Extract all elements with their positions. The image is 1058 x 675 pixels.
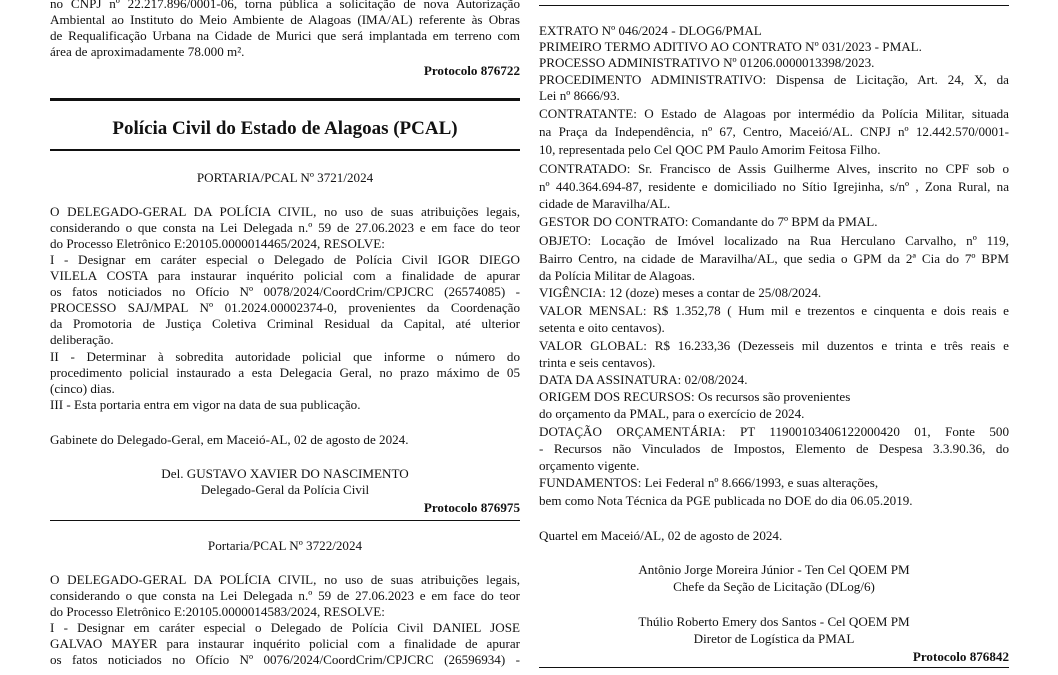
text-line: considerando o que consta na Lei Delegada n.º 59 de 27.06.2023 e em face do teor (50, 220, 520, 235)
text-line: no CNPJ nº 22.217.896/0001-06, torna pública a solicitação de nova Autorização (50, 0, 520, 11)
text-line: FUNDAMENTOS: Lei Federal nº 8.666/1993, e suas alterações, (539, 475, 879, 490)
text-line: II - Determinar à sobredita autoridade policial que informe o número do (50, 349, 520, 364)
place-date: Gabinete do Delegado-Geral, em Maceió-AL, 02 de agosto de 2024. (50, 432, 409, 447)
text-line: os fatos noticiados no Ofício Nº 0078/2024/CoordCrim/CPJCRC (26574085) - (50, 284, 520, 299)
text-line: (cinco) dias. (50, 381, 115, 396)
signer-role: Delegado-Geral da Polícia Civil (200, 482, 370, 497)
text-line: O DELEGADO-GERAL DA POLÍCIA CIVIL, no uso de suas atribuições legais, (50, 572, 520, 587)
text-line: EXTRATO Nº 046/2024 - DLOG6/PMAL (539, 23, 762, 38)
text-line: setenta e oito centavos). (539, 320, 665, 335)
signer-role: Diretor de Logística da PMAL (693, 631, 855, 646)
section-title: Polícia Civil do Estado de Alagoas (PCAL) (112, 118, 458, 139)
text-line: DATA DA ASSINATURA: 02/08/2024. (539, 372, 748, 387)
text-line: do Processo Eletrônico E:20105.0000014583/2024, RESOLVE: (50, 604, 385, 619)
protocol-number: Protocolo 876722 (423, 63, 520, 78)
text-line: I - Designar em caráter especial o Delegado de Polícia Civil IGOR DIEGO (50, 252, 520, 267)
text-line: VALOR GLOBAL: R$ 16.233,36 (Dezesseis mil duzentos e trinta e três reais e (539, 338, 1009, 353)
text-line: os fatos noticiados no Ofício Nº 0076/2024/CoordCrim/CPJCRC (26596934) - (50, 652, 520, 667)
text-line: VIGÊNCIA: 12 (doze) meses a contar de 25/08/2024. (539, 285, 822, 300)
text-line: deliberação. (50, 332, 114, 347)
text-line: PROCEDIMENTO ADMINISTRATIVO: Dispensa de Licitação, Art. 24, X, da (539, 72, 1009, 87)
text-line: Ambiental ao Instituto do Meio Ambiente de Alagoas (IMA/AL) referente às Obras (50, 12, 520, 27)
protocol-number: Protocolo 876842 (912, 649, 1009, 664)
text-line: do orçamento da PMAL, para o exercício de 2024. (539, 406, 805, 421)
text-line: PROCESSO ADMINISTRATIVO Nº 01206.0000013398/2023. (539, 55, 875, 70)
text-line: cidade de Maravilha/AL. (539, 196, 671, 211)
text-line: bem como Nota Técnica da PGE publicada no DOE do dia 06.05.2019. (539, 493, 913, 508)
section-top-rule (50, 98, 520, 101)
text-line: procedimento policial instaurado a esta Delegacia Geral, no prazo máximo de 05 (50, 365, 520, 380)
text-line: III - Esta portaria entra em vigor na data de sua publicação. (50, 397, 361, 412)
signer-name: Antônio Jorge Moreira Júnior - Ten Cel QOEM PM (638, 562, 910, 577)
text-line: CONTRATANTE: O Estado de Alagoas por intermédio da Polícia Militar, situada (539, 106, 1009, 121)
text-line: da Promotoria de Justiça Coletiva Criminal Residual da Capital, até ulterior (50, 316, 520, 331)
signer-name: Thúlio Roberto Emery dos Santos - Cel QOEM PM (638, 614, 910, 629)
text-line: VALOR MENSAL: R$ 1.352,78 ( Hum mil e trezentos e cinquenta e dois reais e (539, 303, 1009, 318)
portaria-title: Portaria/PCAL Nº 3722/2024 (207, 538, 363, 553)
divider (50, 520, 520, 521)
text-line: O DELEGADO-GERAL DA POLÍCIA CIVIL, no uso de suas atribuições legais, (50, 204, 520, 219)
text-line: Lei nº 8666/93. (539, 88, 620, 103)
text-line: OBJETO: Locação de Imóvel localizado na Rua Herculano Carvalho, nº 119, (539, 233, 1009, 248)
text-line: de Requalificação Urbana na Cidade de Murici que será implantada em terreno com (50, 28, 520, 43)
text-line: trinta e seis centavos). (539, 355, 656, 370)
protocol-number: Protocolo 876975 (423, 500, 520, 515)
text-line: orçamento vigente. (539, 458, 640, 473)
text-line: ORIGEM DOS RECURSOS: Os recursos são provenientes (539, 389, 851, 404)
text-line: Bairro Centro, na cidade de Maravilha/AL, que sedia o GPM da 2ª Cia do 7º BPM (539, 251, 1009, 266)
text-line: na Praça da Independência, nº 67, Centro, Maceió/AL. CNPJ nº 12.442.570/0001- (539, 124, 1009, 139)
text-line: do Processo Eletrônico E:20105.0000014465/2024, RESOLVE: (50, 236, 385, 251)
divider (539, 5, 1009, 6)
signer-name: Del. GUSTAVO XAVIER DO NASCIMENTO (161, 466, 409, 481)
text-line: da Polícia Militar de Alagoas. (539, 268, 695, 283)
text-line: GALVAO MAYER para instaurar inquérito policial com a finalidade de apurar (50, 636, 520, 651)
text-line: I - Designar em caráter especial o Delegado de Polícia Civil DANIEL JOSE (50, 620, 520, 635)
text-line: área de aproximadamente 78.000 m². (50, 44, 245, 59)
text-line: CONTRATADO: Sr. Francisco de Assis Guilherme Alves, inscrito no CPF sob o (539, 161, 1009, 176)
divider (539, 667, 1009, 668)
text-line: 10, representada pelo Cel QOC PM Paulo Amorim Feitosa Filho. (539, 142, 881, 157)
text-line: nº 440.364.694-87, residente e domiciliado no Sítio Igrejinha, s/nº , Zona Rural, na (539, 179, 1009, 194)
place-date: Quartel em Maceió/AL, 02 de agosto de 2024. (539, 528, 783, 543)
signer-role: Chefe da Seção de Licitação (DLog/6) (673, 579, 875, 594)
section-bottom-rule (50, 149, 520, 151)
text-line: PRIMEIRO TERMO ADITIVO AO CONTRATO Nº 031/2023 - PMAL. (539, 39, 922, 54)
text-line: - Recursos não Vinculados de Impostos, Elemento de Despesa 3.3.90.36, do (539, 441, 1009, 456)
text-line: DOTAÇÃO ORÇAMENTÁRIA: PT 11900103406122000420 01, Fonte 500 (539, 424, 1009, 439)
text-line: VILELA COSTA para instaurar inquérito policial com a finalidade de apurar (50, 268, 520, 283)
portaria-title: PORTARIA/PCAL Nº 3721/2024 (196, 170, 374, 185)
text-line: PROCESSO SAJ/MPAL Nº 01.2024.00002374-0, provenientes da Coordenação (50, 300, 520, 315)
text-line: considerando o que consta na Lei Delegada n.º 59 de 27.06.2023 e em face do teor (50, 588, 520, 603)
text-line: GESTOR DO CONTRATO: Comandante do 7º BPM da PMAL. (539, 214, 878, 229)
